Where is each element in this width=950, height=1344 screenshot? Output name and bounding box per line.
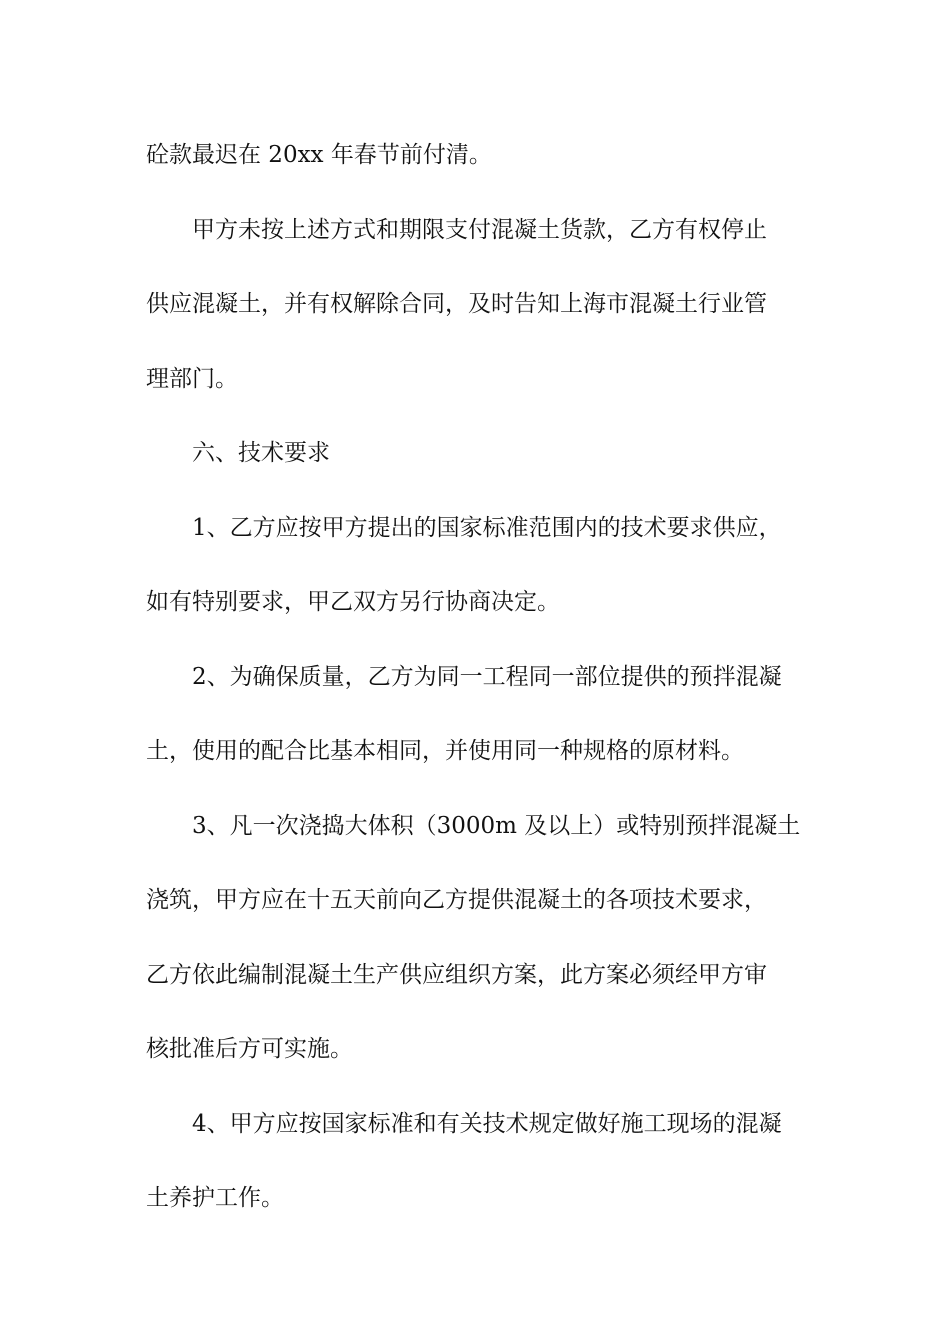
paragraph-line: 3、凡一次浇捣大体积（3000m 及以上）或特别预拌混凝土: [192, 812, 801, 839]
paragraph-line: 浇筑，甲方应在十五天前向乙方提供混凝土的各项技术要求，: [146, 887, 767, 913]
section-heading: 六、技术要求: [192, 440, 330, 466]
paragraph-line: 砼款最迟在 20xx 年春节前付清。: [146, 142, 492, 168]
paragraph-line: 如有特别要求，甲乙双方另行协商决定。: [146, 589, 560, 615]
paragraph-line: 乙方依此编制混凝土生产供应组织方案，此方案必须经甲方审: [146, 961, 767, 988]
paragraph-line: 甲方未按上述方式和期限支付混凝土货款，乙方有权停止: [192, 216, 767, 243]
paragraph-line: 土，使用的配合比基本相同，并使用同一种规格的原材料。: [146, 738, 744, 764]
paragraph-line: 核批准后方可实施。: [146, 1036, 353, 1062]
paragraph-line: 理部门。: [146, 365, 238, 392]
paragraph-line: 1、乙方应按甲方提出的国家标准范围内的技术要求供应，: [192, 514, 782, 541]
paragraph-line: 4、甲方应按国家标准和有关技术规定做好施工现场的混凝: [192, 1110, 782, 1137]
paragraph-line: 2、为确保质量，乙方为同一工程同一部位提供的预拌混凝: [192, 663, 782, 690]
document-body: [146, 127, 816, 1227]
paragraph-line: 供应混凝土，并有权解除合同，及时告知上海市混凝土行业管: [146, 291, 767, 317]
paragraph-line: 土养护工作。: [146, 1185, 284, 1211]
